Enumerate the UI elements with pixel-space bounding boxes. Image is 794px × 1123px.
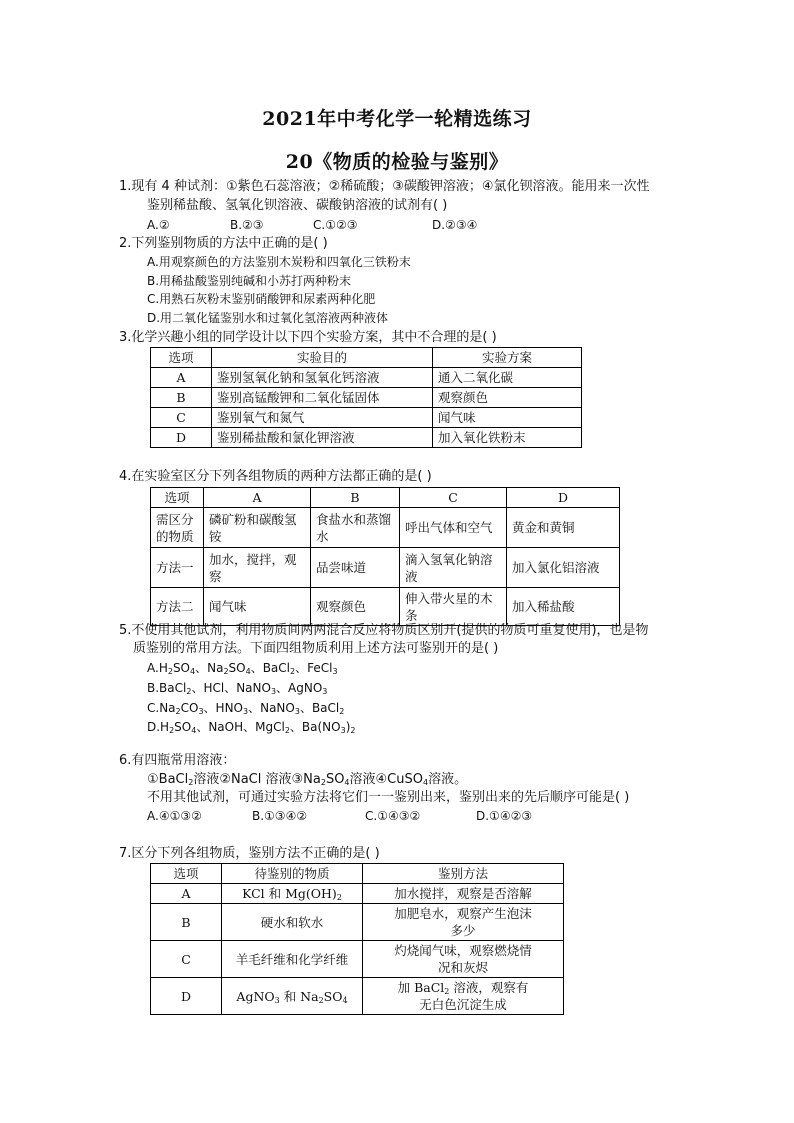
table-row xyxy=(151,388,582,408)
table-cell: 加水，搅拌，观察 xyxy=(204,548,311,588)
table-cell: 磷矿粉和碳酸氢铵 xyxy=(204,508,311,548)
table-cell: 鉴别氧气和氮气 xyxy=(212,408,433,428)
table-cell: 灼烧闻气味，观察燃烧情况和灰烬 xyxy=(363,941,564,978)
table-cell: 方法一 xyxy=(151,548,204,588)
table-cell: 硬水和软水 xyxy=(222,904,363,941)
q7-stem: 7.区分下列各组物质，鉴别方法不正确的是( ) xyxy=(119,846,380,861)
table-cell: B xyxy=(151,388,212,408)
table-row xyxy=(151,884,564,904)
table-header-row xyxy=(151,488,620,508)
table-cell: 鉴别稀盐酸和氯化钾溶液 xyxy=(212,428,433,448)
table-header-cell: A xyxy=(204,488,311,508)
table-cell: D xyxy=(151,428,212,448)
table-cell: 加入氯化铝溶液 xyxy=(507,548,620,588)
q3-stem: 3.化学兴趣小组的同学设计以下四个实验方案，其中不合理的是( ) xyxy=(119,330,497,345)
table-header-row xyxy=(151,864,564,884)
q2-option-b: B.用稀盐酸鉴别纯碱和小苏打两种粉末 xyxy=(147,274,352,288)
q1-option-b: B.②③ xyxy=(230,218,264,232)
q7-table xyxy=(150,863,564,1015)
q6-line3: 不用其他试剂，可通过实验方法将它们一一鉴别出来，鉴别出来的先后顺序可能是( ) xyxy=(147,790,630,805)
table-header-cell: 实验目的 xyxy=(212,348,433,368)
table-header-cell: 鉴别方法 xyxy=(363,864,564,884)
table-cell: KCl 和 $Mg(OH)_2$ xyxy=(222,884,363,904)
table-cell: 加入氧化铁粉末 xyxy=(433,428,582,448)
table-row xyxy=(151,508,620,548)
table-header-cell: B xyxy=(311,488,400,508)
table-row xyxy=(151,408,582,428)
q1-stem-line1: 1.现有 4 种试剂：①紫色石蕊溶液；②稀硫酸；③碳酸钾溶液；④氯化钡溶液。能用来一次性 xyxy=(119,179,650,194)
q6-stem: 6.有四瓶常用溶液： xyxy=(119,753,236,768)
table-cell: 羊毛纤维和化学纤维 xyxy=(222,941,363,978)
table-cell: 食盐水和蒸馏水 xyxy=(311,508,400,548)
table-row xyxy=(151,428,582,448)
q6-option-d: D.①④②③ xyxy=(476,809,533,823)
table-row xyxy=(151,941,564,978)
q6-option-b: B.①③④② xyxy=(252,809,308,823)
q5-stem-line2: 质鉴别的常用方法。下面四组物质利用上述方法可鉴别开的是( ) xyxy=(133,641,499,656)
table-cell: 鉴别氢氧化钠和氢氧化钙溶液 xyxy=(212,368,433,388)
table-row xyxy=(151,978,564,1015)
q4-stem: 4.在实验室区分下列各组物质的两种方法都正确的是( ) xyxy=(119,469,432,484)
table-row xyxy=(151,588,620,626)
table-header-cell: 待鉴别的物质 xyxy=(222,864,363,884)
table-cell: 鉴别高锰酸钾和二氧化锰固体 xyxy=(212,388,433,408)
table-cell: 滴入氢氧化钠溶液 xyxy=(400,548,507,588)
table-header-cell: 选项 xyxy=(151,348,212,368)
table-cell: B xyxy=(151,904,222,941)
table-header-cell: 选项 xyxy=(151,488,204,508)
table-cell: 加水搅拌，观察是否溶解 xyxy=(363,884,564,904)
q6-option-a: A.④①③② xyxy=(147,809,202,823)
q1-option-a: A.② xyxy=(147,218,170,232)
page-title: 2021年中考化学一轮精选练习 xyxy=(262,108,532,130)
q6-option-c: C.①④③② xyxy=(365,809,421,823)
table-cell: 加 BaCl$_2$ 溶液，观察有无白色沉淀生成 xyxy=(363,978,564,1015)
table-cell: 闻气味 xyxy=(204,588,311,626)
table-cell: C xyxy=(151,941,222,978)
q5-option-d: $D.H_2SO_4$、NaOH、MgCl$_2$、$Ba(NO_3)_2$ xyxy=(147,720,356,735)
page-subtitle: 20《物质的检验与鉴别》 xyxy=(285,151,509,173)
table-cell: 呼出气体和空气 xyxy=(400,508,507,548)
table-cell: 观察颜色 xyxy=(311,588,400,626)
table-cell: 方法二 xyxy=(151,588,204,626)
table-header-cell: D xyxy=(507,488,620,508)
table-cell: 需区分的物质 xyxy=(151,508,204,548)
table-cell: AgNO$_3$ 和 $Na_2SO_4$ xyxy=(222,978,363,1015)
q2-option-d: D.用二氧化锰鉴别水和过氧化氢溶液两种液体 xyxy=(147,311,389,325)
table-cell: 加入稀盐酸 xyxy=(507,588,620,626)
q3-table xyxy=(150,347,582,448)
table-cell: A xyxy=(151,884,222,904)
q1-option-c: C.①②③ xyxy=(313,218,358,232)
table-cell: 通入二氧化碳 xyxy=(433,368,582,388)
q5-option-c: $C.Na_2CO_3$、$HNO_3$、NaNO$_3$、BaCl$_2$ xyxy=(147,701,345,716)
table-cell: D xyxy=(151,978,222,1015)
q5-option-a: $A.H_2SO_4$、$Na_2SO_4$、BaCl$_2$、FeCl$_3$ xyxy=(147,661,338,676)
table-cell: 加肥皂水，观察产生泡沫多少 xyxy=(363,904,564,941)
q2-option-a: A.用观察颜色的方法鉴别木炭粉和四氧化三铁粉末 xyxy=(147,255,411,269)
table-row xyxy=(151,368,582,388)
table-row xyxy=(151,548,620,588)
q2-stem: 2.下列鉴别物质的方法中正确的是( ) xyxy=(119,236,328,251)
q1-option-d: D.②③④ xyxy=(432,218,478,232)
table-cell: A xyxy=(151,368,212,388)
q4-table xyxy=(150,487,620,626)
table-cell: 观察颜色 xyxy=(433,388,582,408)
table-row xyxy=(151,904,564,941)
table-cell: C xyxy=(151,408,212,428)
table-cell: 伸入带火星的木条 xyxy=(400,588,507,626)
table-cell: 品尝味道 xyxy=(311,548,400,588)
table-header-row xyxy=(151,348,582,368)
q2-option-c: C.用熟石灰粉末鉴别硝酸钾和尿素两种化肥 xyxy=(147,292,376,306)
table-header-cell: 选项 xyxy=(151,864,222,884)
q6-line2: ①BaCl$_2$溶液②NaCl 溶液$③Na_2SO_4$溶液④CuSO$_4$溶液。 xyxy=(147,772,468,787)
table-header-cell: 实验方案 xyxy=(433,348,582,368)
q5-stem-line1: 5.不使用其他试剂，利用物质间两两混合反应将物质区别开(提供的物质可重复使用)，也是物 xyxy=(119,623,649,638)
q5-option-b: B.BaCl$_2$、HCl、NaNO$_3$、AgNO$_3$ xyxy=(147,681,328,696)
q1-stem-line2: 鉴别稀盐酸、氢氧化钡溶液、碳酸钠溶液的试剂有( ) xyxy=(147,198,448,213)
table-cell: 黄金和黄铜 xyxy=(507,508,620,548)
table-header-cell: C xyxy=(400,488,507,508)
table-cell: 闻气味 xyxy=(433,408,582,428)
